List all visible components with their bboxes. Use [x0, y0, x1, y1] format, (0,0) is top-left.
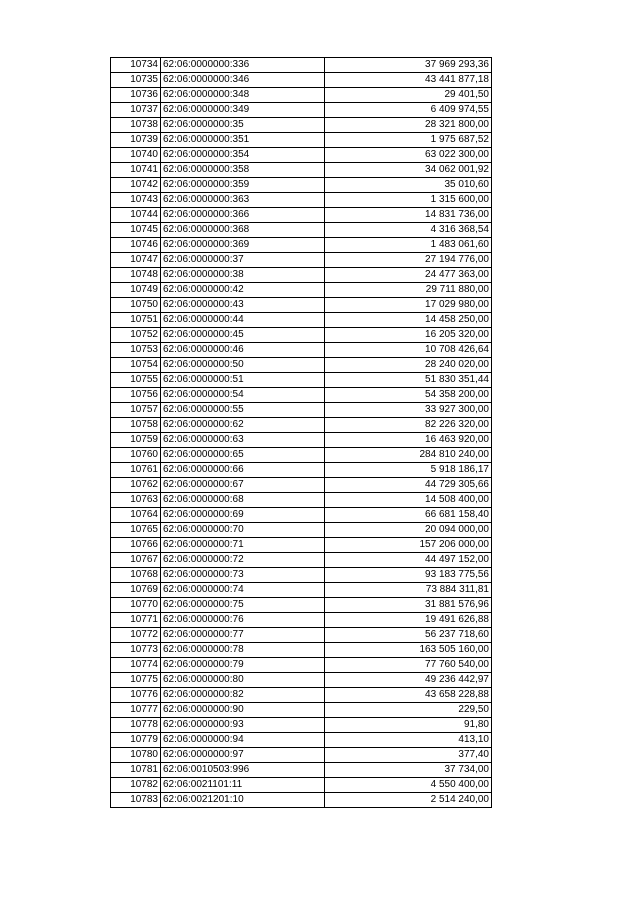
value-cell: 77 760 540,00 [325, 658, 492, 673]
cadastral-number: 62:06:0000000:351 [161, 133, 325, 148]
value-cell: 1 483 061,60 [325, 238, 492, 253]
cadastral-number: 62:06:0000000:77 [161, 628, 325, 643]
table-row [111, 268, 492, 283]
row-number: 10749 [111, 283, 161, 298]
value-cell: 93 183 775,56 [325, 568, 492, 583]
cadastral-number: 62:06:0000000:358 [161, 163, 325, 178]
row-number: 10771 [111, 613, 161, 628]
table-row [111, 238, 492, 253]
table-row [111, 193, 492, 208]
value-cell: 44 729 305,66 [325, 478, 492, 493]
cadastral-number: 62:06:0000000:54 [161, 388, 325, 403]
table-row [111, 793, 492, 808]
row-number: 10776 [111, 688, 161, 703]
row-number: 10757 [111, 403, 161, 418]
cadastral-number: 62:06:0000000:336 [161, 58, 325, 73]
table-row [111, 778, 492, 793]
cadastral-number: 62:06:0000000:93 [161, 718, 325, 733]
value-cell: 37 734,00 [325, 763, 492, 778]
value-cell: 4 316 368,54 [325, 223, 492, 238]
value-cell: 73 884 311,81 [325, 583, 492, 598]
cadastral-number: 62:06:0000000:363 [161, 193, 325, 208]
row-number: 10768 [111, 568, 161, 583]
value-cell: 34 062 001,92 [325, 163, 492, 178]
cadastral-number: 62:06:0000000:44 [161, 313, 325, 328]
table-row [111, 718, 492, 733]
table-row [111, 583, 492, 598]
table-row [111, 628, 492, 643]
row-number: 10743 [111, 193, 161, 208]
cadastral-number: 62:06:0000000:368 [161, 223, 325, 238]
data-table [110, 57, 492, 808]
cadastral-number: 62:06:0000000:94 [161, 733, 325, 748]
row-number: 10764 [111, 508, 161, 523]
cadastral-number: 62:06:0000000:71 [161, 538, 325, 553]
table-row [111, 538, 492, 553]
row-number: 10752 [111, 328, 161, 343]
table-row [111, 733, 492, 748]
cadastral-number: 62:06:0000000:35 [161, 118, 325, 133]
cadastral-number: 62:06:0000000:67 [161, 478, 325, 493]
table-row [111, 58, 492, 73]
table-row [111, 433, 492, 448]
row-number: 10778 [111, 718, 161, 733]
value-cell: 377,40 [325, 748, 492, 763]
value-cell: 14 831 736,00 [325, 208, 492, 223]
row-number: 10741 [111, 163, 161, 178]
value-cell: 413,10 [325, 733, 492, 748]
table-row [111, 148, 492, 163]
row-number: 10781 [111, 763, 161, 778]
cadastral-number: 62:06:0000000:43 [161, 298, 325, 313]
cadastral-number: 62:06:0000000:62 [161, 418, 325, 433]
row-number: 10760 [111, 448, 161, 463]
cadastral-number: 62:06:0000000:65 [161, 448, 325, 463]
cadastral-number: 62:06:0000000:76 [161, 613, 325, 628]
row-number: 10736 [111, 88, 161, 103]
value-cell: 229,50 [325, 703, 492, 718]
cadastral-number: 62:06:0000000:69 [161, 508, 325, 523]
table-row [111, 88, 492, 103]
value-cell: 16 463 920,00 [325, 433, 492, 448]
cadastral-number: 62:06:0000000:42 [161, 283, 325, 298]
cadastral-number: 62:06:0010503:996 [161, 763, 325, 778]
row-number: 10750 [111, 298, 161, 313]
row-number: 10767 [111, 553, 161, 568]
value-cell: 17 029 980,00 [325, 298, 492, 313]
value-cell: 91,80 [325, 718, 492, 733]
cadastral-number: 62:06:0000000:63 [161, 433, 325, 448]
table-row [111, 478, 492, 493]
value-cell: 157 206 000,00 [325, 538, 492, 553]
value-cell: 5 918 186,17 [325, 463, 492, 478]
value-cell: 29 711 880,00 [325, 283, 492, 298]
table-row [111, 343, 492, 358]
value-cell: 284 810 240,00 [325, 448, 492, 463]
value-cell: 66 681 158,40 [325, 508, 492, 523]
cadastral-number: 62:06:0000000:37 [161, 253, 325, 268]
row-number: 10774 [111, 658, 161, 673]
table-row [111, 313, 492, 328]
value-cell: 54 358 200,00 [325, 388, 492, 403]
value-cell: 43 441 877,18 [325, 73, 492, 88]
table-row [111, 463, 492, 478]
cadastral-number: 62:06:0000000:78 [161, 643, 325, 658]
value-cell: 31 881 576,96 [325, 598, 492, 613]
table-row [111, 643, 492, 658]
row-number: 10770 [111, 598, 161, 613]
table-row [111, 178, 492, 193]
table-row [111, 103, 492, 118]
table-row [111, 568, 492, 583]
value-cell: 44 497 152,00 [325, 553, 492, 568]
cadastral-number: 62:06:0000000:359 [161, 178, 325, 193]
value-cell: 163 505 160,00 [325, 643, 492, 658]
table-row [111, 508, 492, 523]
row-number: 10737 [111, 103, 161, 118]
value-cell: 1 315 600,00 [325, 193, 492, 208]
cadastral-number: 62:06:0000000:97 [161, 748, 325, 763]
cadastral-number: 62:06:0000000:51 [161, 373, 325, 388]
table-row [111, 658, 492, 673]
row-number: 10748 [111, 268, 161, 283]
table-row [111, 748, 492, 763]
cadastral-number: 62:06:0000000:349 [161, 103, 325, 118]
table-row [111, 253, 492, 268]
cadastral-number: 62:06:0000000:55 [161, 403, 325, 418]
row-number: 10762 [111, 478, 161, 493]
row-number: 10744 [111, 208, 161, 223]
row-number: 10782 [111, 778, 161, 793]
row-number: 10761 [111, 463, 161, 478]
cadastral-number: 62:06:0000000:45 [161, 328, 325, 343]
cadastral-number: 62:06:0000000:66 [161, 463, 325, 478]
table-row [111, 523, 492, 538]
row-number: 10735 [111, 73, 161, 88]
cadastral-number: 62:06:0000000:68 [161, 493, 325, 508]
cadastral-number: 62:06:0000000:70 [161, 523, 325, 538]
row-number: 10783 [111, 793, 161, 808]
table-row [111, 163, 492, 178]
table-row [111, 613, 492, 628]
table-row [111, 703, 492, 718]
table-row [111, 118, 492, 133]
row-number: 10772 [111, 628, 161, 643]
cadastral-number: 62:06:0000000:74 [161, 583, 325, 598]
table-row [111, 133, 492, 148]
cadastral-number: 62:06:0000000:348 [161, 88, 325, 103]
row-number: 10756 [111, 388, 161, 403]
value-cell: 37 969 293,36 [325, 58, 492, 73]
value-cell: 29 401,50 [325, 88, 492, 103]
row-number: 10738 [111, 118, 161, 133]
table-row [111, 418, 492, 433]
table-row [111, 763, 492, 778]
table-row [111, 73, 492, 88]
row-number: 10751 [111, 313, 161, 328]
cadastral-number: 62:06:0000000:80 [161, 673, 325, 688]
row-number: 10755 [111, 373, 161, 388]
value-cell: 16 205 320,00 [325, 328, 492, 343]
table-row [111, 223, 492, 238]
value-cell: 33 927 300,00 [325, 403, 492, 418]
value-cell: 51 830 351,44 [325, 373, 492, 388]
cadastral-number: 62:06:0000000:366 [161, 208, 325, 223]
row-number: 10780 [111, 748, 161, 763]
table-row [111, 373, 492, 388]
value-cell: 49 236 442,97 [325, 673, 492, 688]
value-cell: 20 094 000,00 [325, 523, 492, 538]
row-number: 10747 [111, 253, 161, 268]
value-cell: 28 321 800,00 [325, 118, 492, 133]
table-row [111, 283, 492, 298]
cadastral-number: 62:06:0000000:82 [161, 688, 325, 703]
table-row [111, 673, 492, 688]
table-row [111, 688, 492, 703]
row-number: 10753 [111, 343, 161, 358]
row-number: 10766 [111, 538, 161, 553]
table-row [111, 328, 492, 343]
table-row [111, 298, 492, 313]
table-row [111, 598, 492, 613]
row-number: 10746 [111, 238, 161, 253]
cadastral-number: 62:06:0000000:354 [161, 148, 325, 163]
cadastral-number: 62:06:0000000:46 [161, 343, 325, 358]
table-row [111, 403, 492, 418]
row-number: 10758 [111, 418, 161, 433]
table-body [111, 58, 492, 808]
row-number: 10779 [111, 733, 161, 748]
value-cell: 2 514 240,00 [325, 793, 492, 808]
cadastral-number: 62:06:0000000:369 [161, 238, 325, 253]
row-number: 10742 [111, 178, 161, 193]
row-number: 10763 [111, 493, 161, 508]
value-cell: 10 708 426,64 [325, 343, 492, 358]
table-row [111, 388, 492, 403]
value-cell: 56 237 718,60 [325, 628, 492, 643]
row-number: 10759 [111, 433, 161, 448]
table-row [111, 358, 492, 373]
value-cell: 24 477 363,00 [325, 268, 492, 283]
row-number: 10765 [111, 523, 161, 538]
value-cell: 1 975 687,52 [325, 133, 492, 148]
row-number: 10769 [111, 583, 161, 598]
cadastral-number: 62:06:0000000:72 [161, 553, 325, 568]
row-number: 10773 [111, 643, 161, 658]
value-cell: 27 194 776,00 [325, 253, 492, 268]
cadastral-number: 62:06:0021201:10 [161, 793, 325, 808]
value-cell: 6 409 974,55 [325, 103, 492, 118]
value-cell: 19 491 626,88 [325, 613, 492, 628]
table-row [111, 448, 492, 463]
value-cell: 82 226 320,00 [325, 418, 492, 433]
cadastral-number: 62:06:0000000:38 [161, 268, 325, 283]
table-row [111, 553, 492, 568]
cadastral-number: 62:06:0000000:73 [161, 568, 325, 583]
value-cell: 14 508 400,00 [325, 493, 492, 508]
table-row [111, 493, 492, 508]
cadastral-number: 62:06:0021101:11 [161, 778, 325, 793]
value-cell: 4 550 400,00 [325, 778, 492, 793]
value-cell: 28 240 020,00 [325, 358, 492, 373]
cadastral-number: 62:06:0000000:50 [161, 358, 325, 373]
value-cell: 14 458 250,00 [325, 313, 492, 328]
row-number: 10739 [111, 133, 161, 148]
value-cell: 43 658 228,88 [325, 688, 492, 703]
row-number: 10740 [111, 148, 161, 163]
value-cell: 63 022 300,00 [325, 148, 492, 163]
cadastral-number: 62:06:0000000:75 [161, 598, 325, 613]
row-number: 10734 [111, 58, 161, 73]
value-cell: 35 010,60 [325, 178, 492, 193]
row-number: 10745 [111, 223, 161, 238]
row-number: 10754 [111, 358, 161, 373]
row-number: 10777 [111, 703, 161, 718]
table-row [111, 208, 492, 223]
cadastral-number: 62:06:0000000:79 [161, 658, 325, 673]
cadastral-number: 62:06:0000000:90 [161, 703, 325, 718]
row-number: 10775 [111, 673, 161, 688]
cadastral-number: 62:06:0000000:346 [161, 73, 325, 88]
